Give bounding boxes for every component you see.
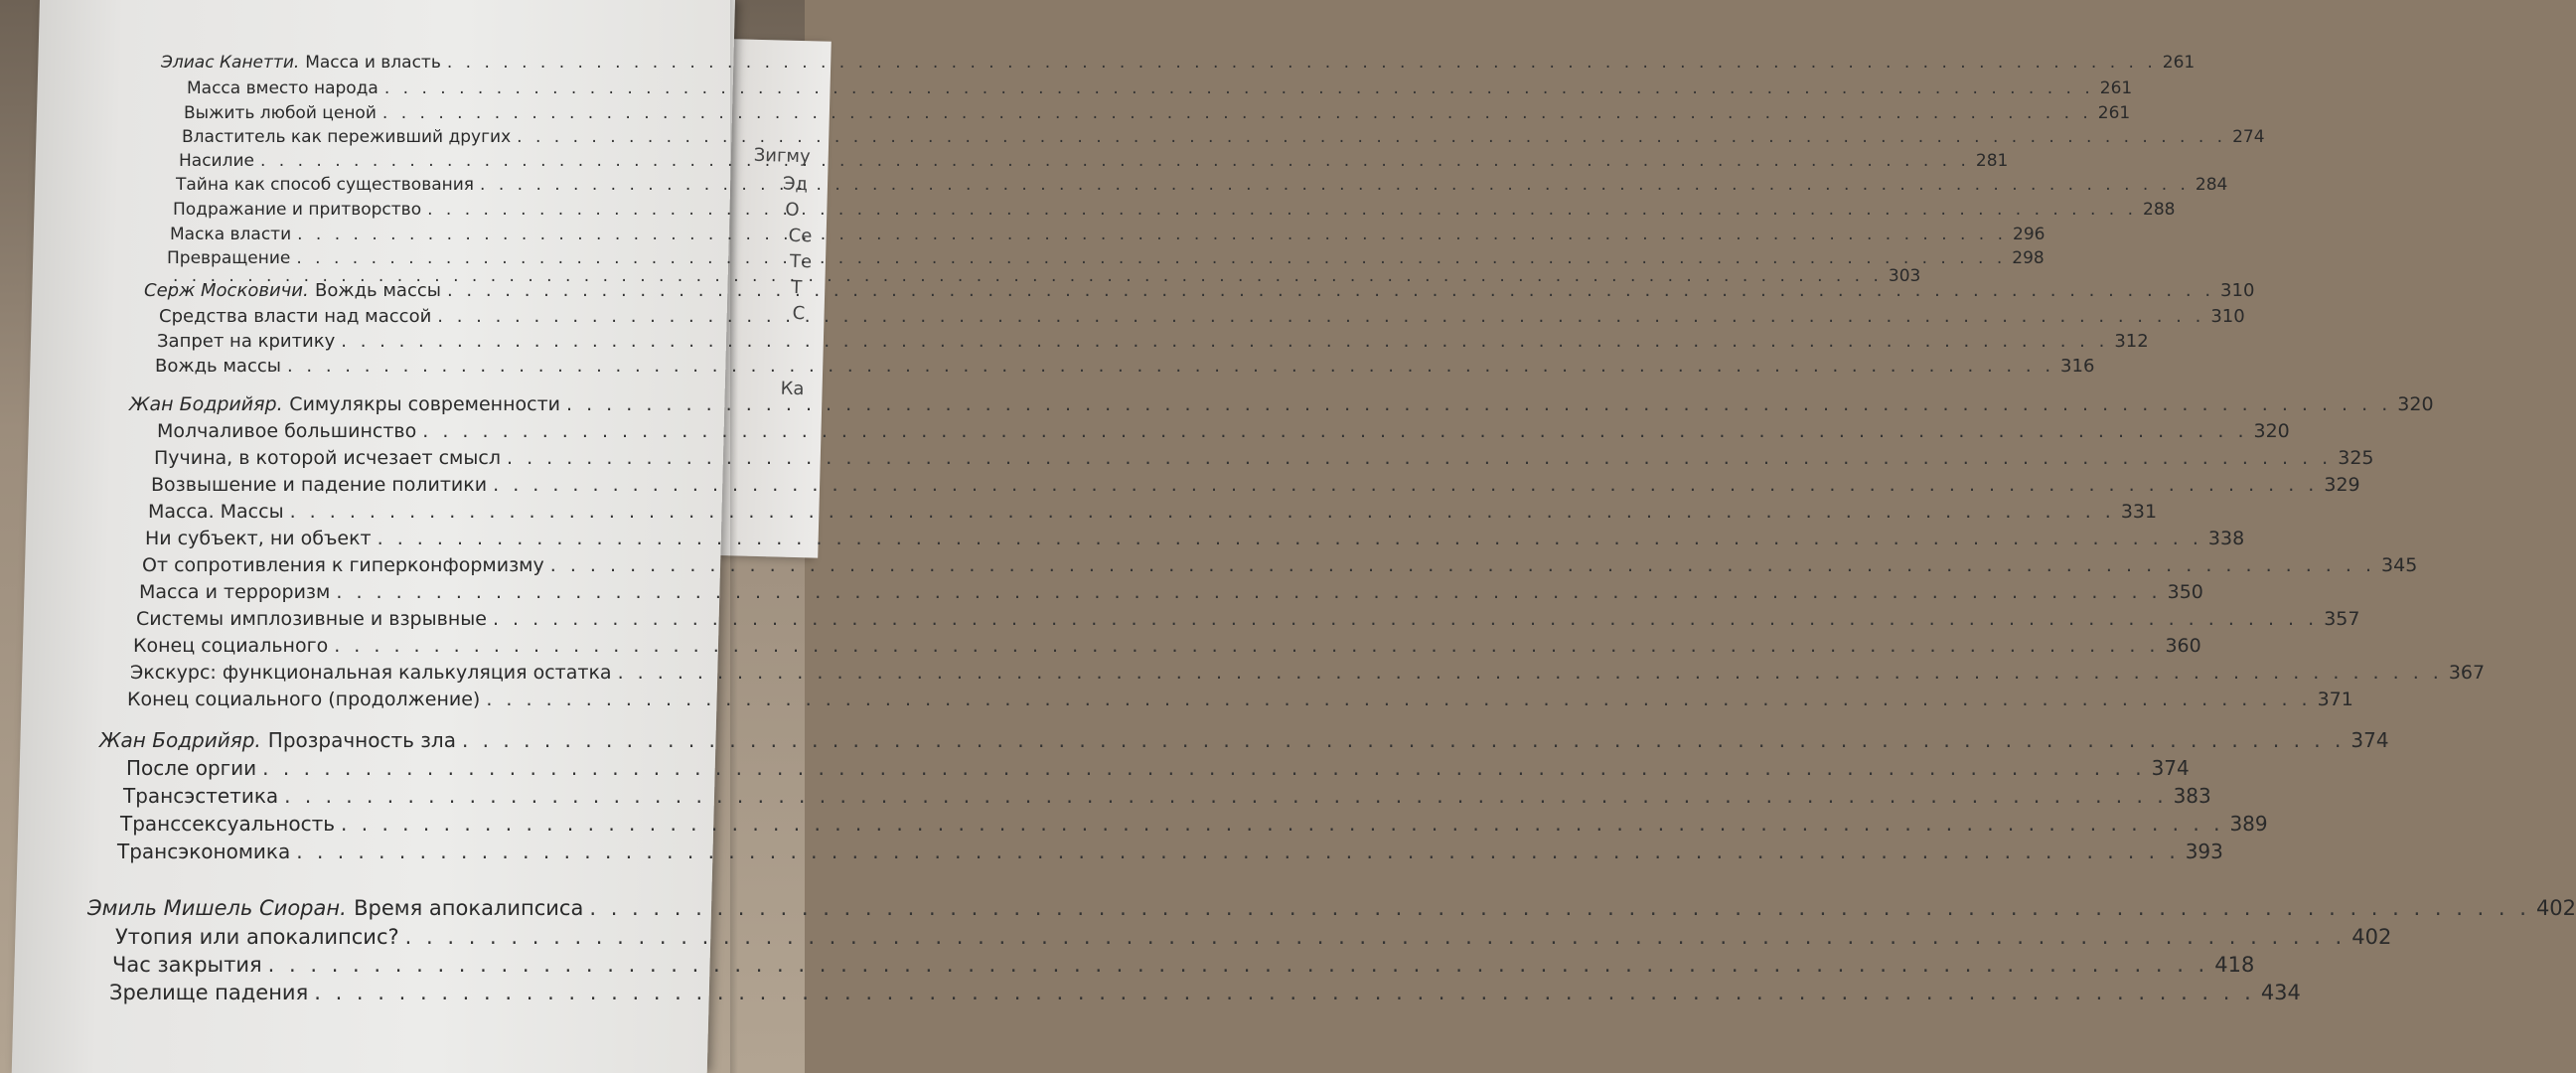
dot-leader: [589, 896, 2530, 920]
dot-leader: [422, 420, 2247, 442]
toc-item: [112, 953, 2255, 977]
page-number: 371: [2317, 689, 2353, 710]
page-number: 261: [2162, 53, 2196, 73]
section-author: Серж Московичи.: [144, 280, 309, 301]
toc-section-heading: [99, 728, 2389, 752]
dot-leader: [296, 840, 2179, 863]
page-number: 350: [2167, 581, 2203, 603]
item-title: Масса вместо народа: [187, 78, 379, 98]
page-number: 360: [2165, 635, 2201, 657]
section-title: Симулякры современности: [289, 393, 561, 415]
toc-item: [109, 981, 2301, 1004]
dot-leader: [268, 953, 2209, 977]
dot-leader: [507, 447, 2332, 469]
page-number: 402: [2351, 925, 2392, 949]
item-title: Средства власти над массой: [159, 306, 432, 327]
toc-item: [126, 756, 2190, 780]
dot-leader: [336, 581, 2161, 603]
page-number: 298: [2012, 248, 2045, 268]
item-title: Пучина, в которой исчезает смысл: [154, 447, 501, 469]
item-title: Утопия или апокалипсис?: [115, 925, 399, 949]
item-title: Системы имплозивные и взрывные: [136, 608, 487, 630]
section-title: Вождь массы: [315, 280, 441, 301]
toc-item: [120, 812, 2268, 836]
dot-leader: [566, 393, 2391, 415]
toc-section-heading: [87, 896, 2576, 920]
dot-leader: [384, 78, 2094, 98]
dot-leader: [517, 127, 2226, 147]
dot-leader: [290, 501, 2115, 523]
toc-item: [182, 127, 2265, 147]
item-title: После оргии: [126, 756, 257, 780]
toc-item: [159, 306, 2245, 327]
dot-leader: [447, 53, 2157, 73]
toc-item: [139, 581, 2203, 603]
page-number: 316: [2060, 356, 2095, 377]
section-title: Масса и власть: [305, 53, 441, 73]
dot-leader: [427, 200, 2137, 220]
item-title: Конец социального (продолжение): [127, 689, 481, 710]
toc-item: [145, 528, 2245, 549]
back-page-fragment: О: [785, 199, 800, 222]
dot-leader: [480, 175, 2190, 195]
back-page-fragment: Се: [788, 225, 813, 247]
item-title: Властитель как переживший других: [182, 127, 512, 147]
dot-leader: [382, 103, 2092, 123]
dot-leader: [447, 280, 2214, 301]
page-number: 418: [2214, 953, 2255, 977]
section-author: Жан Бодрийяр.: [99, 728, 261, 752]
item-title: Зрелище падения: [109, 981, 309, 1004]
page-number: 312: [2114, 331, 2149, 352]
item-title: От сопротивления к гиперконформизму: [142, 554, 544, 576]
page-number: 310: [2220, 280, 2255, 301]
page-number: 357: [2324, 608, 2360, 630]
item-title: Насилие: [179, 151, 254, 171]
item-title: Превращение: [167, 248, 291, 268]
dot-leader: [287, 356, 2054, 377]
toc-item: [187, 78, 2133, 98]
item-title: Транссексуальность: [120, 812, 336, 836]
dot-leader: [284, 784, 2167, 808]
item-title: Конец социального: [133, 635, 329, 657]
page-number: 367: [2448, 662, 2486, 684]
toc-item: [127, 689, 2353, 710]
toc-item: [130, 662, 2486, 684]
page-number: 389: [2229, 812, 2268, 836]
section-title: Время апокалипсиса: [354, 896, 584, 920]
page-number: 296: [2013, 225, 2046, 244]
toc-item: [136, 608, 2360, 630]
item-title: Подражание и притворство: [173, 200, 422, 220]
toc-item: [148, 501, 2158, 523]
toc-item: [157, 420, 2290, 442]
dot-leader: [334, 635, 2159, 657]
toc-item: [155, 356, 2095, 377]
toc-section-heading: [144, 280, 2255, 301]
dot-leader: [493, 474, 2318, 496]
dot-leader: [437, 306, 2204, 327]
toc-item: [154, 447, 2374, 469]
dot-leader: [260, 151, 1970, 171]
page-number: 329: [2324, 474, 2360, 496]
section-author: Жан Бодрийяр.: [129, 393, 283, 415]
dot-leader: [405, 925, 2347, 949]
page-number: 383: [2173, 784, 2211, 808]
page-number: 320: [2397, 393, 2434, 415]
dot-leader: [618, 662, 2443, 684]
toc-item: [123, 784, 2211, 808]
item-title: Маска власти: [170, 225, 292, 244]
dot-leader: [296, 248, 2006, 268]
toc-item: [151, 474, 2360, 496]
page-number: 274: [2232, 127, 2265, 147]
item-title: Масса и терроризм: [139, 581, 331, 603]
page-number: 284: [2195, 175, 2228, 195]
dot-leader: [314, 981, 2255, 1004]
section-title: Прозрачность зла: [267, 728, 456, 752]
item-title: Молчаливое большинство: [157, 420, 417, 442]
page-number: 434: [2260, 981, 2301, 1004]
dot-leader: [493, 608, 2318, 630]
back-page-fragment: Т: [791, 276, 803, 299]
toc-item: [115, 925, 2392, 949]
dot-leader: [378, 528, 2202, 549]
toc-section-heading: [161, 53, 2196, 73]
toc-item: [133, 635, 2201, 657]
dot-leader: [486, 689, 2311, 710]
dot-leader: [341, 331, 2108, 352]
item-title: Трансэкономика: [117, 840, 291, 863]
item-title: Экскурс: функциональная калькуляция остатка: [130, 662, 612, 684]
page-number: 310: [2210, 306, 2245, 327]
item-title: Масса. Массы: [148, 501, 284, 523]
toc-item: [142, 554, 2418, 576]
section-author: Элиас Канетти.: [161, 53, 300, 73]
item-title: Трансэстетика: [123, 784, 279, 808]
dot-leader: [262, 756, 2145, 780]
page-number: 261: [2097, 103, 2131, 123]
toc-item: [173, 200, 2176, 220]
page-number: 331: [2120, 501, 2158, 523]
page-number: 288: [2143, 200, 2176, 220]
page-number: 320: [2253, 420, 2290, 442]
back-page-fragment: Те: [789, 250, 813, 273]
back-page-fragment: Эд: [782, 173, 809, 196]
page-number: 374: [2151, 756, 2190, 780]
page-number: 402: [2535, 896, 2576, 920]
page-number: 393: [2185, 840, 2223, 863]
page-number: 261: [2099, 78, 2133, 98]
page-number: 303: [1888, 266, 1921, 286]
toc-item: [157, 331, 2149, 352]
item-title: Вождь массы: [155, 356, 281, 377]
section-author: Эмиль Мишель Сиоран.: [87, 896, 347, 920]
page-number: 374: [2350, 728, 2389, 752]
dot-leader: [297, 225, 2007, 244]
page-number: 345: [2381, 554, 2418, 576]
dot-leader: [462, 728, 2345, 752]
item-title: Ни субъект, ни объект: [145, 528, 372, 549]
toc-section-heading: [129, 393, 2434, 415]
item-title: Выжить любой ценой: [184, 103, 377, 123]
back-page-fragment: Ка: [780, 378, 805, 400]
dot-leader: [550, 554, 2375, 576]
toc-item: [184, 103, 2131, 123]
page-number: 325: [2338, 447, 2374, 469]
back-page-fragment: Зигму: [753, 144, 811, 168]
item-title: Час закрытия: [112, 953, 262, 977]
item-title: Тайна как способ существования: [176, 175, 475, 195]
item-title: Запрет на критику: [157, 331, 336, 352]
page-number: 281: [1975, 151, 2009, 171]
back-page-fragment: С: [792, 302, 806, 325]
page-number: 338: [2207, 528, 2245, 549]
dot-leader: [341, 812, 2223, 836]
toc-item: [117, 840, 2223, 863]
item-title: Возвышение и падение политики: [151, 474, 488, 496]
